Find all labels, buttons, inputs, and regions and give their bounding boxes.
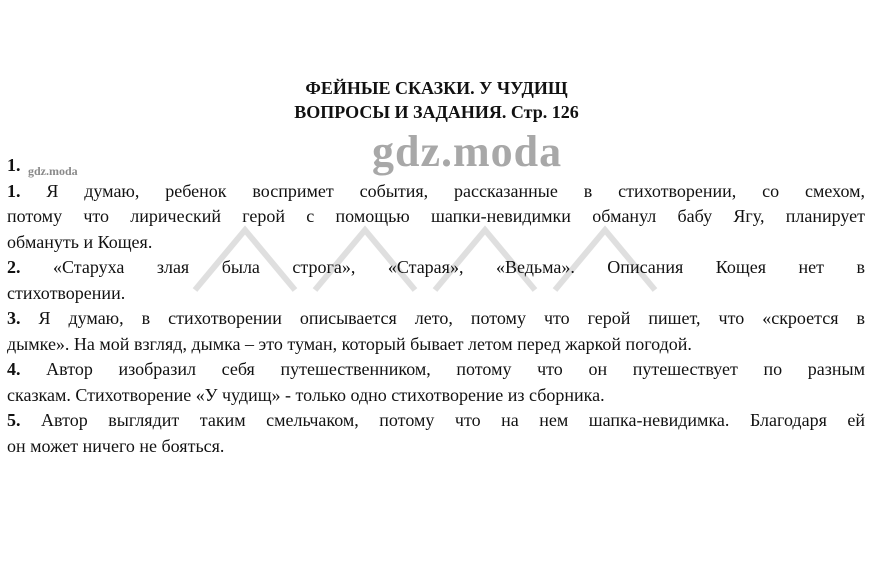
answer-line: обмануть и Кощея. xyxy=(7,231,153,252)
answer-line: сказкам. Стихотворение «У чудищ» - только одно стихотворение из сборника. xyxy=(7,384,605,405)
answer-text: «Старуха злая была строга», «Старая», «Ведьма». Описания Кощея нет в xyxy=(53,257,866,277)
answer-line xyxy=(7,357,865,383)
answer-number: 4. xyxy=(7,359,21,379)
watermark-small-logo: gdz.moda xyxy=(28,164,78,178)
answer-text: Я думаю, в стихотворении описывается лето, потому что герой пишет, что «скроется в xyxy=(38,308,865,328)
answer-number: 3. xyxy=(7,308,21,328)
answers-body xyxy=(7,153,865,459)
answer-item-0 xyxy=(7,153,865,179)
answer-line xyxy=(7,179,865,205)
page-title: ФЕЙНЫЕ СКАЗКИ. У ЧУДИЩ xyxy=(305,78,568,98)
answer-number: 2. xyxy=(7,257,21,277)
page-subtitle: ВОПРОСЫ И ЗАДАНИЯ. Стр. 126 xyxy=(294,102,579,122)
answer-number: 5. xyxy=(7,410,21,430)
answer-text: Автор изобразил себя путешественником, потому что он путешествует по разным xyxy=(46,359,866,379)
watermark-logo: gdz.moda xyxy=(372,127,563,176)
answer-line xyxy=(7,255,865,281)
answer-line: он может ничего не бояться. xyxy=(7,435,225,456)
answer-text: Я думаю, ребенок воспримет события, рассказанные в стихотворении, со смехом, xyxy=(46,180,866,201)
answer-line: дымке». На мой взгляд, дымка – это туман, который бывает летом перед жаркой погодой. xyxy=(7,333,692,354)
answer-line xyxy=(7,306,865,332)
answer-text: Автор выглядит таким смельчаком, потому что на нем шапка-невидимка. Благодаря ей xyxy=(41,410,866,430)
answer-line xyxy=(7,408,865,434)
answer-line: потому что лирический герой с помощью шапки-невидимки обманул бабу Ягу, планирует xyxy=(7,206,865,226)
answer-line: стихотворении. xyxy=(7,282,126,303)
answer-number: 1. xyxy=(7,155,21,175)
answer-number: 1. xyxy=(7,180,21,201)
